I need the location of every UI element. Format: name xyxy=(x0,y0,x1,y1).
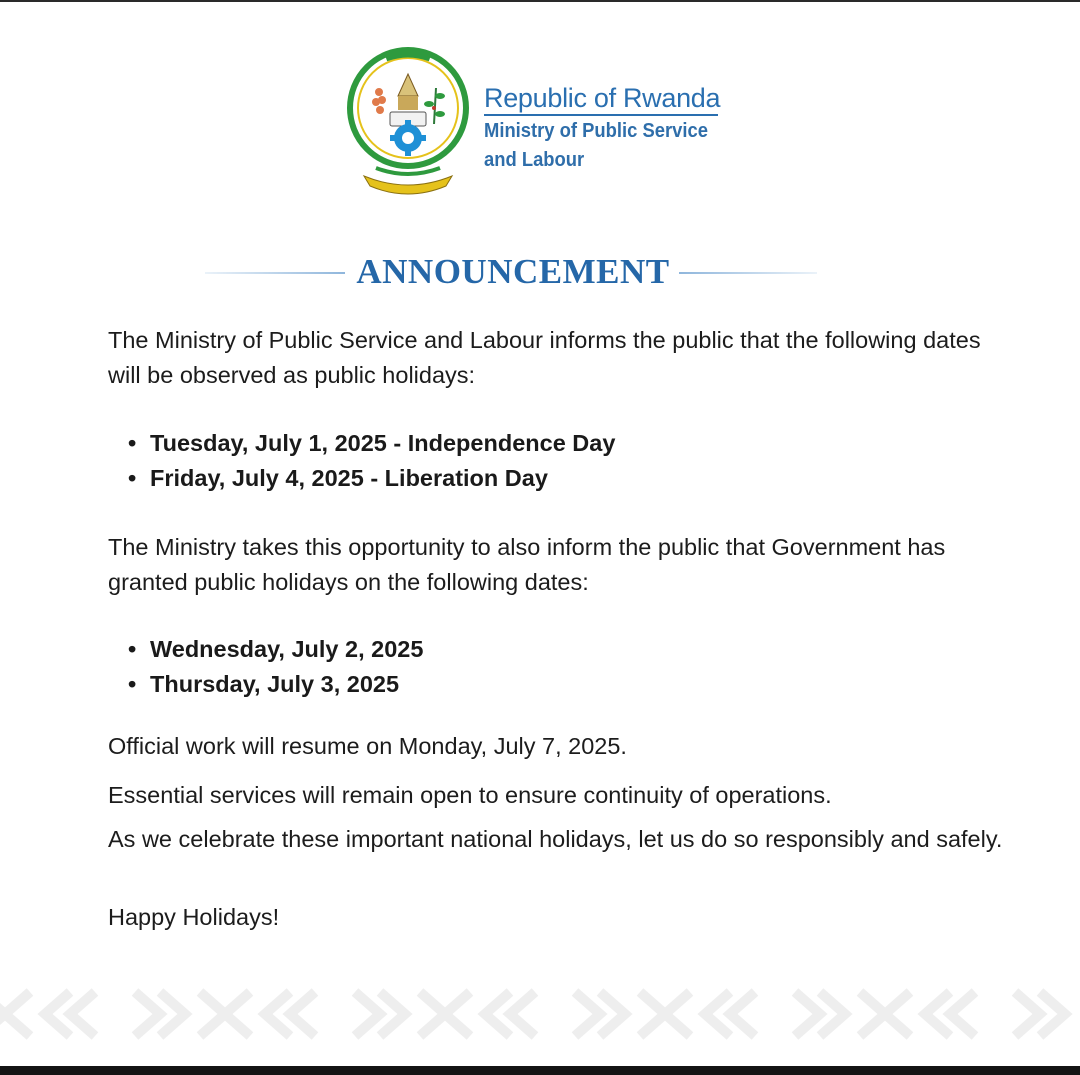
title-divider-left xyxy=(205,272,345,274)
closing-greeting: Happy Holidays! xyxy=(108,904,280,930)
decorative-pattern-band xyxy=(0,988,1080,1040)
country-underline xyxy=(484,114,718,116)
granted-paragraph: The Ministry takes this opportunity to also inform the public that Government has granted public holidays on the following dates: xyxy=(108,534,946,595)
list-item xyxy=(128,461,615,496)
bullet: • xyxy=(128,430,137,456)
public-holidays-list xyxy=(128,426,615,496)
holiday-date: Friday, July 4, 2025 - Liberation Day xyxy=(150,465,548,491)
country-name: Republic of Rwanda xyxy=(484,83,721,113)
granted-holidays-list xyxy=(128,632,423,702)
ministry-name-line-1: Ministry of Public Service xyxy=(484,120,708,142)
list-item xyxy=(128,632,423,667)
essential-services-paragraph: Essential services will remain open to ensure continuity of operations. xyxy=(108,782,832,808)
title-row xyxy=(205,250,817,298)
announcement-title: ANNOUNCEMENT xyxy=(356,252,670,291)
bullet: • xyxy=(128,671,137,697)
intro-paragraph: The Ministry of Public Service and Labour informs the public that the following dates will be observed as public holidays: xyxy=(108,327,981,388)
holiday-date: Thursday, July 3, 2025 xyxy=(150,671,400,697)
celebrate-paragraph: As we celebrate these important national holidays, let us do so responsibly and safely. xyxy=(108,826,1003,852)
list-item xyxy=(128,426,615,461)
top-border xyxy=(0,0,1080,2)
bullet: • xyxy=(128,465,137,491)
list-item xyxy=(128,667,423,702)
ministry-name-line-2: and Labour xyxy=(484,149,585,171)
holiday-date: Tuesday, July 1, 2025 - Independence Day xyxy=(150,430,616,456)
bullet: • xyxy=(128,636,137,662)
title-divider-right xyxy=(679,272,817,274)
bottom-border xyxy=(0,1066,1080,1075)
holiday-date: Wednesday, July 2, 2025 xyxy=(150,636,424,662)
national-seal-icon xyxy=(346,44,470,196)
agency-name-block xyxy=(484,82,727,174)
resume-paragraph: Official work will resume on Monday, July 7, 2025. xyxy=(108,733,627,759)
letterhead xyxy=(346,44,746,194)
